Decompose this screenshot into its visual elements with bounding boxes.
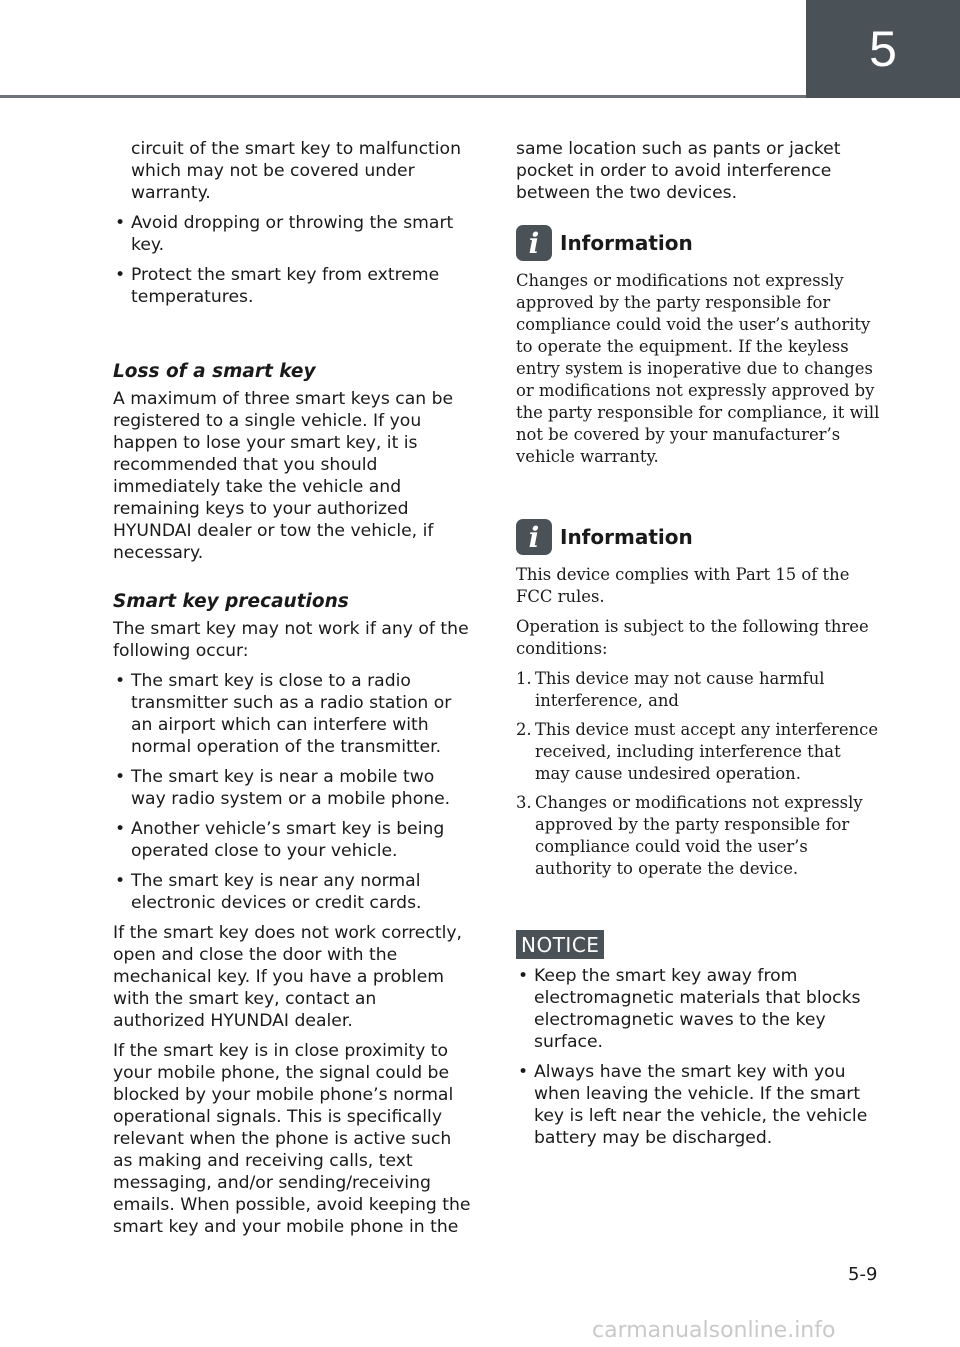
fcc-statement: This device complies with Part 15 of the FCC rules. [516,565,850,606]
conditions-list [516,668,880,880]
precautions-heading: Smart key precautions [113,591,349,612]
list-item: • The smart key is close to a radio transmitter such as a radio station or an airport which can interfere with normal operation of the transmitter. [113,670,473,758]
information-title: Information [560,231,693,255]
list-item: • The smart key is near any normal electronic devices or credit cards. [113,870,473,914]
item-number: 2. [516,720,532,739]
item-text: Changes or modifications not expressly approved by the party responsible for compliance could void the user’s authority to operate the device. [535,793,863,878]
chapter-number: 5 [869,21,897,77]
troubleshoot-paragraph: If the smart key does not work correctly, open and close the door with the mechanical key. If you have a problem with the smart key, contact an authorized HYUNDAI dealer. [113,923,462,1031]
care-bullet-list [113,212,473,308]
notice-bullet-list [516,965,880,1149]
list-item: • Protect the smart key from extreme temperatures. [113,264,473,308]
list-item [516,792,880,880]
watermark: carmanualsonline.info [592,1318,836,1343]
list-item: • The smart key is near a mobile two way radio system or a mobile phone. [113,766,473,810]
information-box-1 [516,224,880,468]
item-number: 3. [516,793,532,812]
list-item: • Another vehicle’s smart key is being operated close to your vehicle. [113,818,473,862]
information-box-2 [516,518,880,880]
chapter-tab [806,0,960,98]
conditions-intro: Operation is subject to the following three conditions: [516,617,869,658]
information-title: Information [560,525,693,549]
precautions-intro: The smart key may not work if any of the following occur: [113,619,469,661]
header-rule [0,95,806,98]
notice-box [516,930,880,1149]
precautions-bullet-list [113,670,473,914]
continued-text: circuit of the smart key to malfunction which may not be covered under warranty. [131,139,461,203]
loss-paragraph: A maximum of three smart keys can be registered to a single vehicle. If you happen to lose your smart key, it is recommended that you should immediately take the vehicle and remaining keys to your authorized HYUNDAI dealer or tow the vehicle, if necessary. [113,389,454,563]
item-text: This device may not cause harmful interference, and [535,669,825,710]
page-number: 5-9 [848,1264,878,1285]
info-icon: i [516,225,552,261]
list-item [516,719,880,785]
information-header [516,518,880,556]
item-number: 1. [516,669,532,688]
right-column [516,138,880,1157]
information-text: Changes or modifications not expressly approved by the party responsible for compliance could void the user’s authority to operate the equipment. If the keyless entry system is inoperative due to changes or modifications not expressly approved by the party responsible for compliance, it will not be covered by your manufacturer’s vehicle warranty. [516,271,880,466]
list-item: • Keep the smart key away from electromagnetic materials that blocks electromagnetic waves to the key surface. [516,965,880,1053]
list-item: • Avoid dropping or throwing the smart key. [113,212,473,256]
left-column [113,138,473,1246]
info-icon: i [516,519,552,555]
continued-text: same location such as pants or jacket pocket in order to avoid interference between the two devices. [516,139,841,203]
item-text: This device must accept any interference received, including interference that may cause undesired operation. [535,720,879,783]
list-item: • Always have the smart key with you when leaving the vehicle. If the smart key is left near the vehicle, the vehicle battery may be discharged. [516,1061,880,1149]
list-item [516,668,880,712]
phone-interference-paragraph: If the smart key is in close proximity to your mobile phone, the signal could be blocked by your mobile phone’s normal operational signals. This is specifically relevant when the phone is active such as making and receiving calls, text messaging, and/or sending/receiving emails. When possible, avoid keeping the smart key and your mobile phone in the [113,1041,471,1237]
loss-heading: Loss of a smart key [113,361,316,382]
information-header [516,224,880,262]
notice-badge: NOTICE [516,930,604,959]
